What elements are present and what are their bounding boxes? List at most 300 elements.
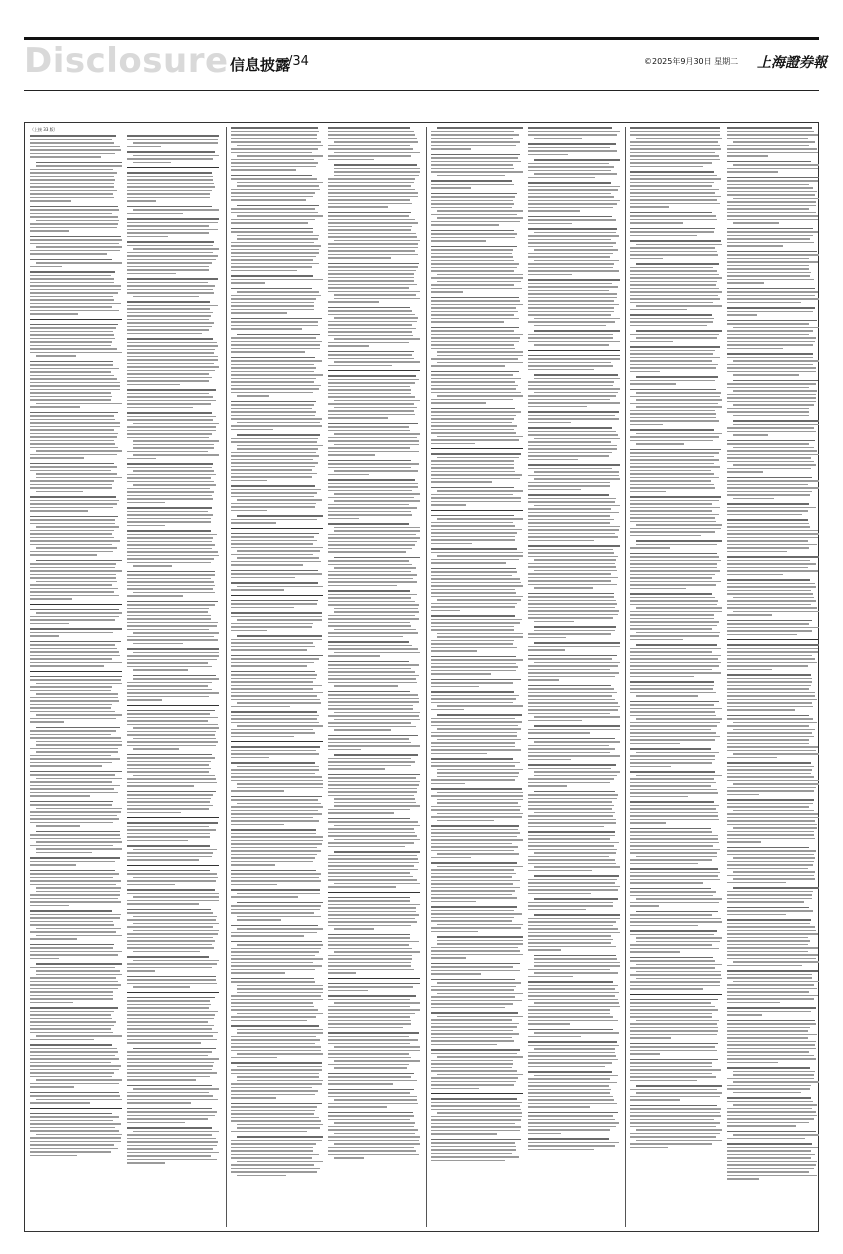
continued-label: （上接 33 版） (30, 127, 58, 132)
text-paragraph (231, 175, 323, 201)
text-paragraph (727, 177, 819, 224)
text-paragraph (727, 799, 819, 843)
text-paragraph (127, 997, 219, 1044)
text-paragraph (528, 955, 620, 978)
text-paragraph (528, 216, 620, 225)
text-paragraph (528, 494, 620, 541)
text-paragraph (127, 648, 219, 671)
text-paragraph (630, 314, 722, 326)
text-paragraph (727, 161, 819, 173)
text-paragraph (30, 1113, 122, 1157)
text-paragraph (30, 870, 122, 907)
text-paragraph (328, 375, 420, 419)
section-divider (30, 1108, 122, 1109)
text-paragraph (727, 353, 819, 376)
text-paragraph (727, 887, 819, 903)
text-paragraph (528, 791, 620, 828)
column-3-right-text (528, 127, 620, 1227)
section-divider (727, 639, 819, 640)
text-paragraph (30, 259, 122, 268)
text-paragraph (630, 957, 722, 990)
text-paragraph (30, 1092, 122, 1104)
text-paragraph (231, 228, 323, 272)
text-paragraph (328, 164, 420, 208)
text-paragraph (630, 1043, 722, 1055)
text-paragraph (231, 600, 323, 609)
text-paragraph (30, 944, 122, 960)
text-paragraph (328, 523, 420, 553)
text-paragraph (30, 641, 122, 667)
text-paragraph (431, 453, 523, 483)
text-paragraph (528, 427, 620, 460)
text-paragraph (328, 557, 420, 587)
text-paragraph (231, 941, 323, 974)
text-paragraph (630, 449, 722, 493)
text-paragraph (127, 822, 219, 841)
text-paragraph (328, 1073, 420, 1085)
text-paragraph (528, 626, 620, 638)
text-paragraph (127, 218, 219, 237)
text-paragraph (431, 979, 523, 1009)
text-paragraph (431, 963, 523, 975)
newspaper-masthead: 上海證券報 (757, 55, 827, 71)
text-paragraph (30, 324, 122, 357)
text-paragraph (630, 828, 722, 865)
text-paragraph (528, 1041, 620, 1067)
text-paragraph (30, 135, 122, 158)
text-paragraph (127, 241, 219, 274)
section-divider (30, 319, 122, 320)
text-paragraph (727, 477, 819, 500)
text-paragraph (431, 180, 523, 189)
text-paragraph (127, 151, 219, 163)
text-paragraph (231, 533, 323, 566)
text-paragraph (30, 496, 122, 512)
text-paragraph (528, 1029, 620, 1038)
text-paragraph (30, 271, 122, 315)
text-paragraph (727, 674, 819, 711)
text-paragraph (231, 334, 323, 353)
text-paragraph (231, 1062, 323, 1099)
text-paragraph (127, 571, 219, 597)
text-paragraph (231, 275, 323, 284)
text-paragraph (630, 1085, 722, 1101)
text-paragraph (231, 902, 323, 921)
column-2-right-text (328, 127, 420, 1227)
section-divider (127, 705, 219, 706)
text-paragraph (528, 875, 620, 894)
section-divider (30, 604, 122, 605)
column-3-left-text (431, 127, 523, 1227)
column-2-left-text (231, 127, 323, 1227)
text-paragraph (727, 307, 819, 316)
text-paragraph (231, 655, 323, 667)
text-paragraph (231, 434, 323, 481)
text-paragraph (231, 746, 323, 758)
text-paragraph (727, 762, 819, 795)
text-paragraph (431, 371, 523, 404)
section-divider (630, 994, 722, 995)
text-paragraph (328, 423, 420, 456)
text-paragraph (727, 1067, 819, 1093)
text-paragraph (231, 288, 323, 314)
text-paragraph (727, 380, 819, 417)
column-separator (625, 127, 626, 1227)
text-paragraph (127, 1085, 219, 1104)
text-paragraph (431, 1139, 523, 1162)
text-paragraph (328, 263, 420, 303)
text-paragraph (528, 279, 620, 326)
text-paragraph (231, 1136, 323, 1176)
text-paragraph (30, 801, 122, 827)
text-paragraph (328, 1089, 420, 1108)
text-paragraph (431, 825, 523, 858)
text-paragraph (30, 361, 122, 408)
section-divider (431, 510, 523, 511)
text-paragraph (127, 412, 219, 459)
text-paragraph (528, 738, 620, 761)
text-paragraph (630, 644, 722, 677)
text-paragraph (431, 691, 523, 710)
text-paragraph (727, 420, 819, 436)
text-paragraph (30, 1044, 122, 1088)
text-paragraph (231, 357, 323, 397)
text-paragraph (431, 758, 523, 784)
text-paragraph (431, 515, 523, 545)
text-paragraph (328, 1112, 420, 1159)
text-paragraph (727, 1131, 819, 1140)
text-paragraph (630, 801, 722, 824)
text-paragraph (528, 981, 620, 1025)
text-paragraph (431, 408, 523, 445)
text-paragraph (431, 906, 523, 932)
text-paragraph (528, 374, 620, 407)
text-paragraph (431, 297, 523, 323)
text-paragraph (528, 127, 620, 139)
text-paragraph (630, 593, 722, 640)
text-paragraph (431, 487, 523, 506)
text-paragraph (231, 796, 323, 826)
section-divider (431, 448, 523, 449)
text-paragraph (630, 999, 722, 1039)
text-paragraph (30, 236, 122, 255)
text-paragraph (727, 1007, 819, 1016)
text-paragraph (231, 515, 323, 524)
text-paragraph (231, 635, 323, 651)
text-paragraph (30, 963, 122, 1003)
text-paragraph (431, 154, 523, 177)
section-divider (127, 992, 219, 993)
text-paragraph (30, 727, 122, 767)
text-paragraph (528, 1138, 620, 1150)
text-paragraph (127, 206, 219, 215)
section-divider (528, 350, 620, 351)
text-paragraph (127, 389, 219, 408)
column-2 (231, 127, 421, 1227)
section-divider (231, 595, 323, 596)
text-paragraph (528, 182, 620, 212)
text-paragraph (431, 1098, 523, 1135)
text-paragraph (231, 401, 323, 431)
text-paragraph (528, 1112, 620, 1135)
text-paragraph (328, 307, 420, 347)
text-paragraph (127, 870, 219, 886)
text-paragraph (127, 909, 219, 953)
text-paragraph (528, 685, 620, 722)
text-paragraph (727, 907, 819, 916)
section-divider (328, 892, 420, 893)
text-paragraph (630, 868, 722, 884)
text-paragraph (630, 1105, 722, 1149)
text-paragraph (328, 351, 420, 367)
text-paragraph (231, 582, 323, 591)
text-paragraph (727, 251, 819, 284)
column-4 (630, 127, 820, 1227)
text-paragraph (727, 320, 819, 350)
text-paragraph (231, 205, 323, 224)
text-paragraph (528, 898, 620, 910)
text-paragraph (431, 862, 523, 902)
text-paragraph (127, 507, 219, 526)
text-paragraph (431, 127, 523, 150)
column-3 (431, 127, 621, 1227)
date-line: ©2025年9月30日 星期二 (644, 57, 739, 66)
section-divider (328, 978, 420, 979)
text-paragraph (328, 1032, 420, 1069)
text-paragraph (231, 978, 323, 1022)
text-paragraph (127, 530, 219, 567)
text-paragraph (528, 764, 620, 787)
text-paragraph (328, 127, 420, 160)
text-paragraph (528, 330, 620, 346)
text-paragraph (630, 240, 722, 259)
text-paragraph (328, 479, 420, 519)
text-paragraph (231, 127, 323, 171)
text-paragraph (30, 206, 122, 232)
text-paragraph (127, 1108, 219, 1124)
text-paragraph (528, 464, 620, 490)
text-paragraph (431, 230, 523, 242)
text-paragraph (630, 376, 722, 385)
text-paragraph (528, 593, 620, 623)
text-paragraph (127, 601, 219, 645)
section-divider (231, 741, 323, 742)
text-paragraph (127, 754, 219, 787)
text-paragraph (328, 661, 420, 687)
section-divider (127, 167, 219, 168)
text-paragraph (431, 1049, 523, 1089)
text-paragraph (431, 788, 523, 821)
text-paragraph (630, 930, 722, 953)
text-paragraph (328, 735, 420, 751)
text-paragraph (231, 485, 323, 511)
text-paragraph (727, 1020, 819, 1064)
text-paragraph (328, 590, 420, 637)
column-1-right-text (127, 135, 219, 1227)
text-paragraph (727, 556, 819, 575)
text-paragraph (30, 1007, 122, 1040)
section-divider (30, 671, 122, 672)
text-paragraph (727, 503, 819, 515)
text-paragraph (630, 228, 722, 237)
text-paragraph (127, 172, 219, 202)
column-4-right-text (727, 127, 819, 1227)
column-separator (426, 127, 427, 1227)
section-divider (127, 817, 219, 818)
section-divider (328, 370, 420, 371)
text-paragraph (328, 995, 420, 1028)
text-paragraph (231, 1103, 323, 1133)
text-paragraph (630, 540, 722, 549)
text-paragraph (231, 612, 323, 631)
text-paragraph (630, 330, 722, 342)
text-paragraph (630, 389, 722, 426)
text-paragraph (328, 897, 420, 930)
text-paragraph (231, 829, 323, 866)
text-paragraph (30, 676, 122, 723)
text-paragraph (528, 545, 620, 589)
text-paragraph (727, 228, 819, 247)
text-paragraph (528, 642, 620, 651)
text-paragraph (630, 496, 722, 536)
text-paragraph (431, 615, 523, 652)
top-rule (24, 37, 819, 40)
text-paragraph (328, 934, 420, 974)
text-paragraph (231, 762, 323, 792)
text-paragraph (231, 671, 323, 708)
text-paragraph (328, 774, 420, 814)
text-paragraph (630, 681, 722, 697)
text-paragraph (30, 628, 122, 637)
text-paragraph (630, 771, 722, 797)
text-paragraph (30, 463, 122, 493)
text-paragraph (727, 715, 819, 759)
text-paragraph (431, 568, 523, 612)
text-paragraph (127, 1127, 219, 1164)
text-paragraph (127, 675, 219, 701)
text-paragraph (431, 327, 523, 367)
text-paragraph (431, 246, 523, 293)
text-paragraph (30, 609, 122, 625)
text-paragraph (328, 851, 420, 888)
text-paragraph (727, 847, 819, 884)
text-paragraph (30, 831, 122, 854)
text-paragraph (727, 579, 819, 616)
text-paragraph (727, 127, 819, 157)
text-paragraph (30, 560, 122, 600)
text-paragraph (127, 710, 219, 750)
text-paragraph (231, 1025, 323, 1058)
text-paragraph (30, 412, 122, 459)
text-paragraph (127, 791, 219, 814)
text-paragraph (328, 641, 420, 657)
text-paragraph (528, 655, 620, 681)
section-title: 信息披露 (230, 56, 291, 74)
text-paragraph (328, 983, 420, 992)
text-paragraph (431, 548, 523, 564)
text-paragraph (431, 714, 523, 754)
text-paragraph (528, 725, 620, 734)
text-paragraph (231, 925, 323, 937)
text-paragraph (328, 818, 420, 848)
text-paragraph (528, 831, 620, 871)
text-paragraph (127, 301, 219, 334)
text-paragraph (231, 318, 323, 330)
text-paragraph (630, 346, 722, 372)
text-paragraph (127, 135, 219, 147)
section-word: Disclosure (24, 41, 229, 81)
text-paragraph (127, 463, 219, 503)
text-paragraph (528, 411, 620, 423)
section-divider (231, 528, 323, 529)
text-paragraph (30, 162, 122, 202)
text-paragraph (431, 1012, 523, 1045)
text-paragraph (127, 976, 219, 988)
text-paragraph (328, 691, 420, 731)
text-paragraph (630, 212, 722, 224)
text-paragraph (30, 516, 122, 556)
text-paragraph (727, 1143, 819, 1180)
text-paragraph (431, 656, 523, 675)
text-paragraph (328, 212, 420, 259)
text-paragraph (127, 956, 219, 972)
text-paragraph (528, 355, 620, 371)
section-divider (431, 1093, 523, 1094)
text-paragraph (127, 889, 219, 905)
text-paragraph (727, 440, 819, 473)
text-paragraph (127, 338, 219, 385)
text-paragraph (30, 771, 122, 797)
section-divider (127, 865, 219, 866)
text-paragraph (727, 919, 819, 966)
column-4-left-text (630, 127, 722, 1227)
text-paragraph (727, 288, 819, 304)
text-paragraph (630, 171, 722, 208)
text-paragraph (727, 1097, 819, 1127)
text-paragraph (630, 429, 722, 445)
text-paragraph (727, 519, 819, 552)
text-paragraph (727, 970, 819, 1003)
text-paragraph (127, 1048, 219, 1081)
column-separator (226, 127, 227, 1227)
text-paragraph (630, 263, 722, 310)
text-paragraph (431, 193, 523, 226)
text-paragraph (127, 845, 219, 861)
column-1 (30, 127, 220, 1227)
text-paragraph (630, 1059, 722, 1082)
text-paragraph (127, 278, 219, 297)
text-paragraph (630, 888, 722, 907)
text-paragraph (528, 914, 620, 951)
text-paragraph (431, 679, 523, 688)
text-paragraph (630, 127, 722, 167)
text-paragraph (30, 857, 122, 866)
text-paragraph (630, 553, 722, 590)
text-paragraph (231, 870, 323, 886)
header-rule (24, 90, 819, 91)
text-paragraph (727, 620, 819, 636)
page-number: /34 (288, 54, 309, 69)
text-paragraph (630, 748, 722, 767)
column-1-left-text (30, 135, 122, 1227)
text-paragraph (630, 911, 722, 927)
text-paragraph (630, 701, 722, 745)
text-paragraph (727, 644, 819, 670)
text-paragraph (528, 228, 620, 275)
text-paragraph (528, 143, 620, 155)
text-paragraph (30, 910, 122, 940)
text-paragraph (328, 754, 420, 770)
